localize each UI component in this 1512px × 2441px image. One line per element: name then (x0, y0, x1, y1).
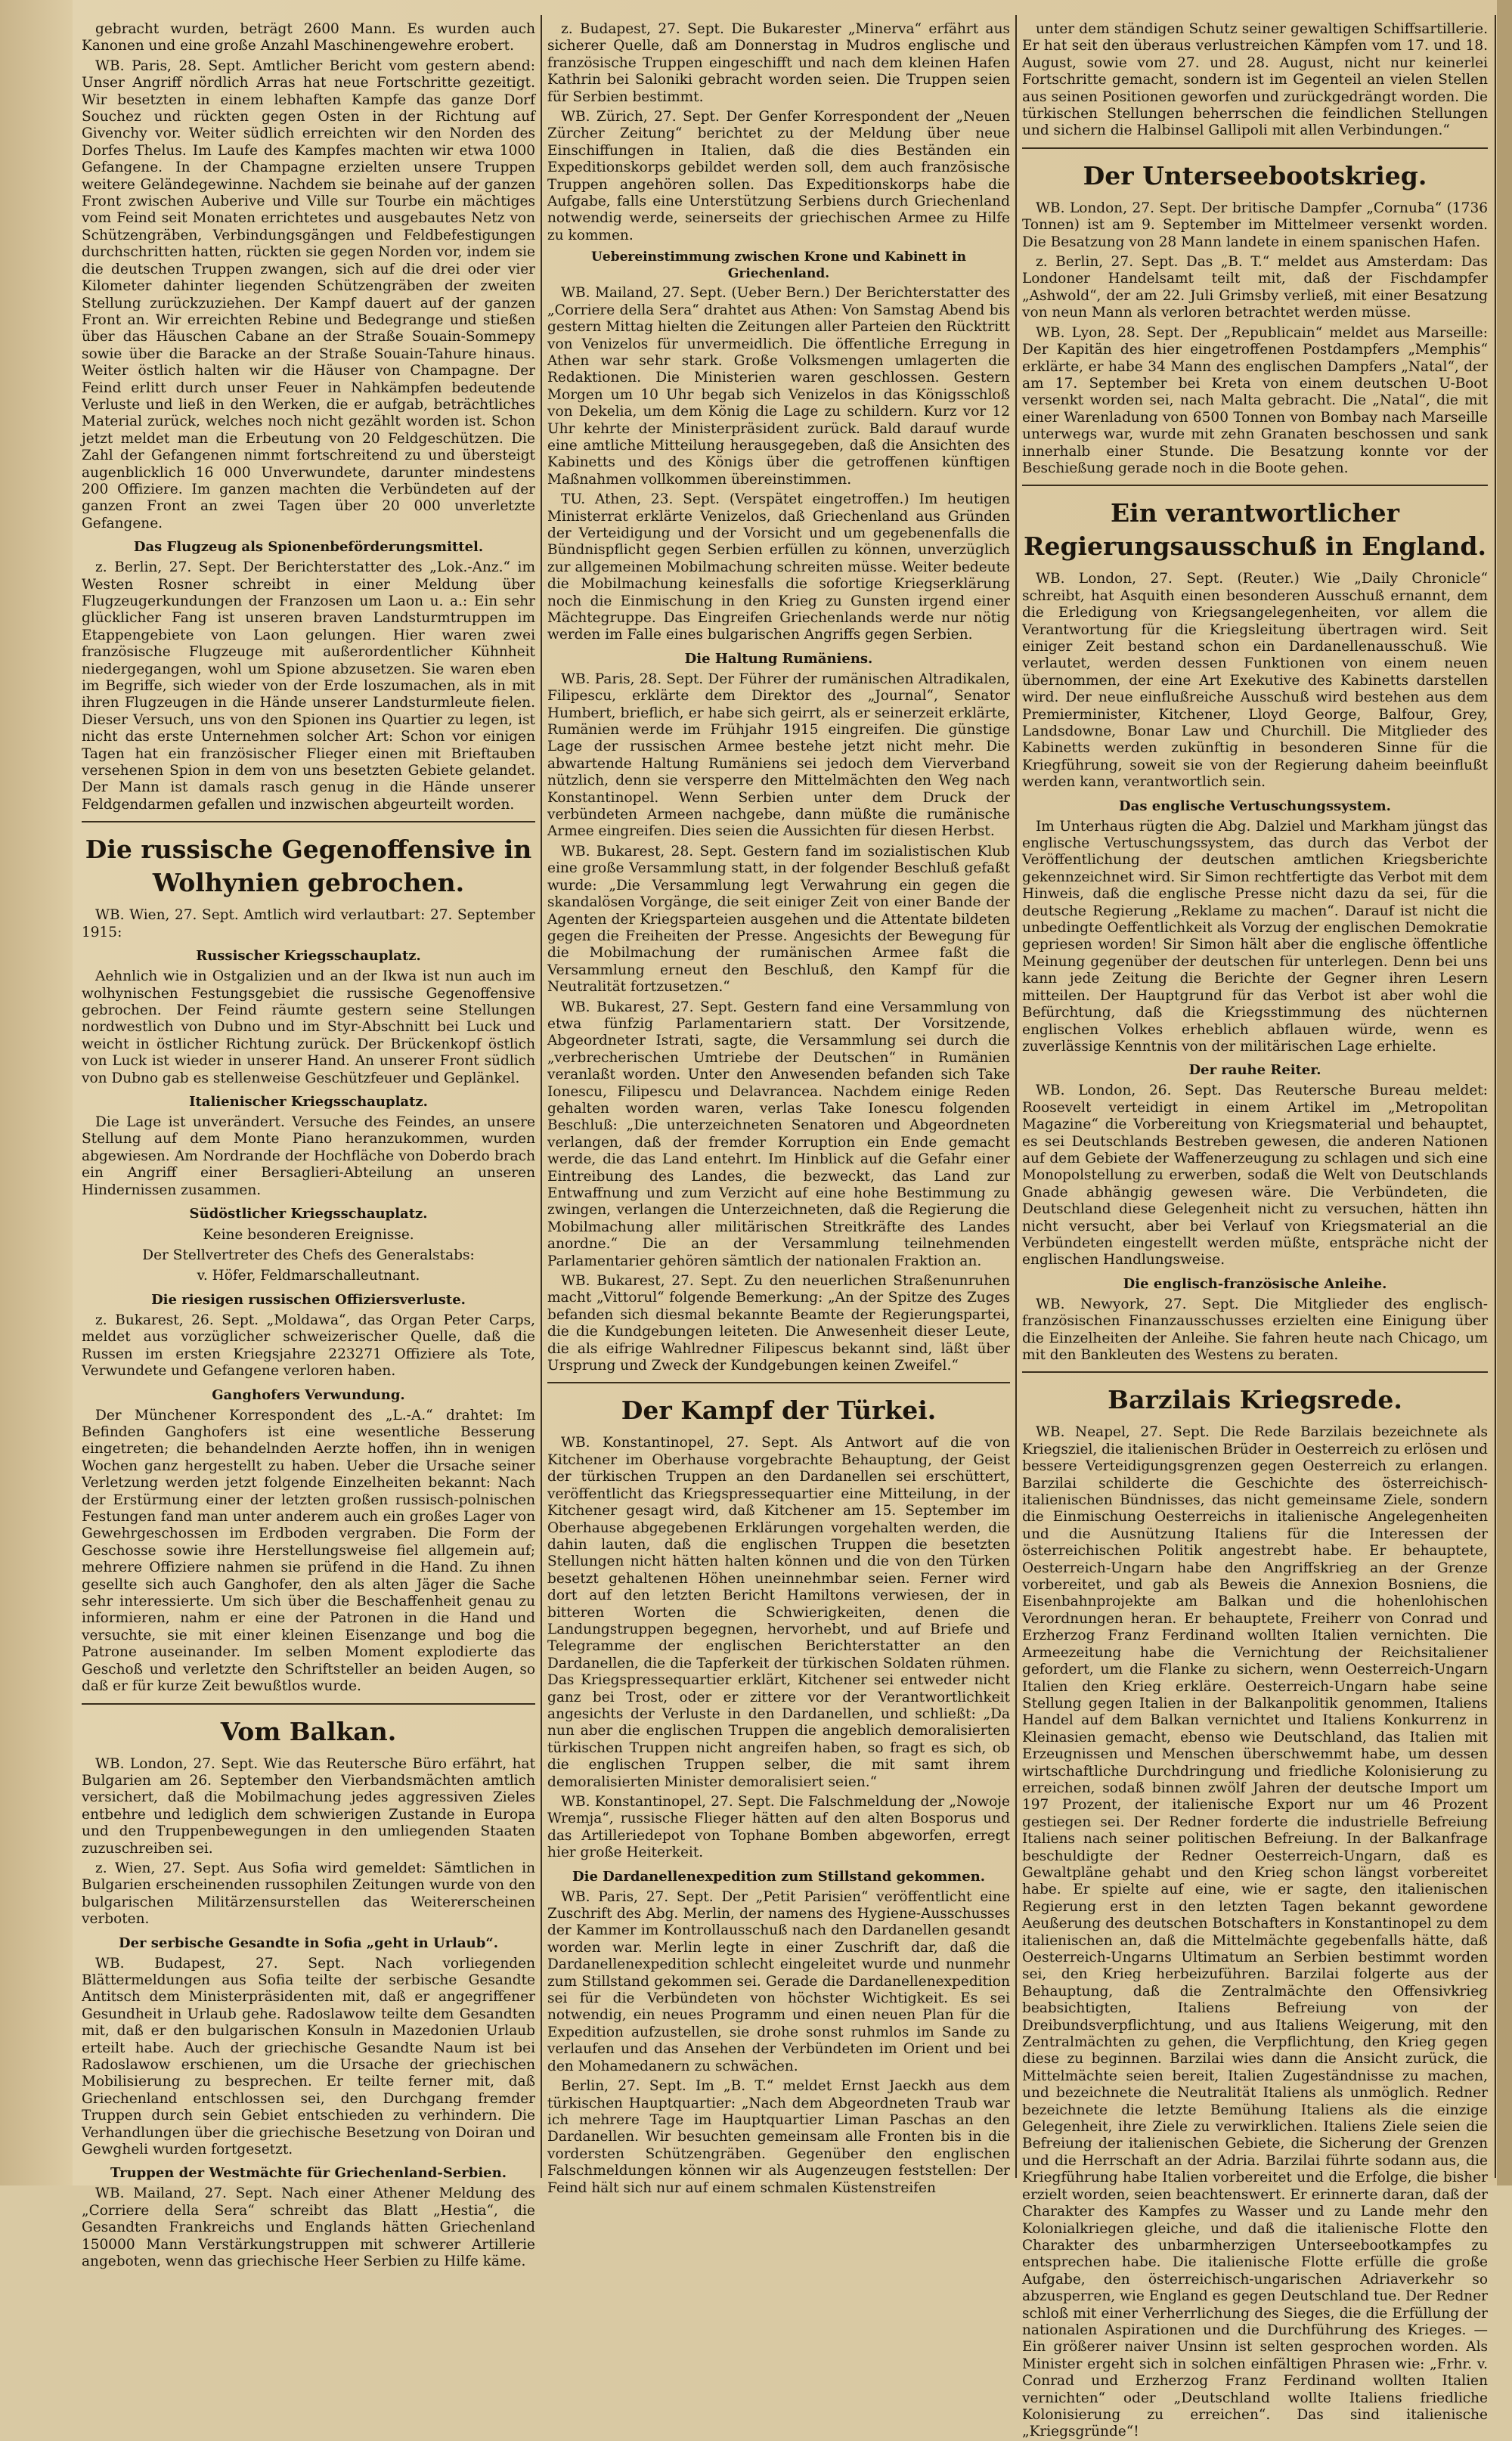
article-paragraph: WB. Budapest, 27. Sept. Nach vorliegenden Blättermeldungen aus Sofia teilte der serbische Gesandte Antitsch dem Ministerpräsidenten mit, daß er angegriffener Gesundheit in Urlaub gehe. Radoslawow teilte dem Gesandten mit, daß er den bulgarischen Konsuln in Mazedonien Urlaub erteilt habe. Auch der griechische Gesandte Naum ist bei Radoslawow erschienen, um die Ursache der griechischen Mobilisierung zu besprechen. Er teilte ferner mit, daß Griechenland entschlossen sei, den Durchgang fremder Truppen durch sein Gebiet entschieden zu verhindern. Die Verhandlungen über die griechische Besetzung von Doiran und Gewgheli wurden fortgesetzt. (82, 1955, 535, 2158)
column-rule (541, 15, 542, 2178)
article-paragraph: WB. Konstantinopel, 27. Sept. Die Falschmeldung der „Nowoje Wremja“, russische Flieger hätten auf den alten Bosporus und das Artilleriedepot von Tophane Bomben abgeworfen, erregt hier große Heiterkeit. (547, 1794, 1010, 1861)
separator (82, 821, 535, 822)
subheading: Russischer Kriegsschauplatz. (196, 948, 421, 965)
subheading: Die englisch-französische Anleihe. (1123, 1275, 1387, 1292)
column-rule (1495, 15, 1496, 2178)
article-paragraph: Berlin, 27. Sept. Im „B. T.“ meldet Ernst Jaeckh aus dem türkischen Hauptquartier: „Nach dem Abgeordneten Traub war ich mehrere Tage im Hauptquartier Liman Paschas an den Dardanellen. Wir besuchten gemeinsam alle Fronten bis in die vordersten Schützengräben. Gegenüber den englischen Falschmeldungen können wir als Augenzeugen feststellen: Der Feind hält sich nur auf einem schmalen Küstenstreifen (547, 2078, 1010, 2196)
article-paragraph: WB. Mailand, 27. Sept. Nach einer Athener Meldung des „Corriere della Sera“ schreibt das Blatt „Hestia“, die Gesandten Frankreichs und Englands hätten Griechenland 150000 Mann Verstärkungstruppen mit schwerer Artillerie angeboten, wenn das griechische Heer Serbien zu Hilfe käme. (82, 2185, 535, 2270)
article-paragraph: unter dem ständigen Schutz seiner gewaltigen Schiffsartillerie. Er hat seit den überaus verlustreichen Kämpfen vom 17. und 18. August, sowie vom 27. und 28. August, nicht nur keinerlei Fortschritte gemacht, sondern ist im Gegenteil an vielen Stellen aus seinen Positionen geworfen und zurückgedrängt worden. Die türkischen Stellungen beherrschen die feindlichen Stellungen und sichern die Halbinsel Gallipoli mit allen Verbindungen.“ (1022, 21, 1488, 139)
subheading: Die Dardanellenexpedition zum Stillstand gekommen. (572, 1868, 985, 1885)
article-paragraph: WB. Paris, 28. Sept. Amtlicher Bericht vom gestern abend: Unser Angriff nördlich Arras hat neue Fortschritte gezeitigt. Wir besetzten in einem lebhaften Kampfe das ganze Dorf Souchez und rückten gegen Osten in der Richtung auf Givenchy vor. Weiter südlich erreichten wir den Norden des Dorfes Thelus. Im Laufe des Kampfes machten wir etwa 1000 Gefangene. In der Champagne erzielten unsere Truppen weitere Geländegewinne. Nachdem sie beinahe auf der ganzen Front zwischen Auberive und Ville sur Tourbe ein mächtiges vom Feind seit Monaten errichtetes und ausgebautes Netz von Schützengräben, Verbindungsgängen und Feldbefestigungen durchschritten hatten, rückten sie gegen Norden vor, indem sie die deutschen Truppen zwangen, sich auf die drei oder vier Kilometer dahinter liegenden Schützengräben der zweiten Stellung zurückzuziehen. Der Kampf dauert auf der ganzen Front an. Wir erreichten Rebine und Bedegrange und stießen über das Häuschen Cabane an der Straße Souain-Sommepy sowie über die Baracke an der Straße Souain-Tahure hinaus. Weiter östlich halten wir die Häuser von Champagne. Der Feind erlitt durch unser Feuer in Nahkämpfen bedeutende Verluste und ließ in den Werken, die er aufgab, beträchtliches Material zurück, welches noch nicht gezählt worden ist. Schon jetzt meldet man die Erbeutung von 20 Feldgeschützen. Die Zahl der Gefangenen nimmt fortschreitend zu und übersteigt augenblicklich 16 000 Unverwundete, darunter mindestens 200 Offiziere. Im ganzen machten die Verbündeten auf der ganzen Front an zwei Tagen über 20 000 unverletzte Gefangene. (82, 57, 535, 531)
article-paragraph: WB. Lyon, 28. Sept. Der „Republicain“ meldet aus Marseille: Der Kapitän des hier eingetroffenen Postdampfers „Memphis“ erklärte, er habe 34 Mann des englischen Dampfers „Natal“, der am 17. September bei Kreta von einem deutschen U-Boot versenkt worden sei, nach Malta gebracht. Die „Natal“, die mit einer Warenladung von 6500 Tonnen von Bombay nach Marseille unterwegs war, wurde mit zehn Granaten beschossen und sank innerhalb einer Stunde. Die Besatzung konnte vor der Beschießung gerade noch in die Boote gehen. (1022, 324, 1488, 476)
subheading: Der serbische Gesandte in Sofia „geht in Urlaub“. (119, 1935, 498, 1951)
separator (547, 1382, 1010, 1383)
subheading: Uebereinstimmung zwischen Krone und Kabinett in Griechenland. (591, 249, 966, 282)
article-paragraph: WB. Zürich, 27. Sept. Der Genfer Korrespondent der „Neuen Zürcher Zeitung“ berichtet zu der Meldung über neue Einschiffungen in Italien, daß die dies Beständen ein Expeditionskorps gebildet werden soll, dem auch französische Truppen angehören sollen. Das Expeditionskorps habe die Aufgabe, falls eine Unterstützung Serbiens durch Griechenland notwendig werde, seinerseits der griechischen Armee zu Hilfe zu kommen. (547, 109, 1010, 243)
signature-line: v. Höfer, Feldmarschalleutnant. (197, 1267, 420, 1284)
report-line: Keine besonderen Ereignisse. (203, 1226, 414, 1243)
article-paragraph: z. Bukarest, 26. Sept. „Moldawa“, das Organ Peter Carps, meldet aus vorzüglicher schweizerischer Quelle, daß die Russen im ersten Kriegsjahre 223271 Offiziere als Tote, Verwundete und Gefangene verloren haben. (82, 1312, 535, 1380)
headline: Vom Balkan. (220, 1716, 397, 1746)
article-paragraph: WB. Newyork, 27. Sept. Die Mitglieder des englisch-französischen Finanzausschusses erzielten eine Einigung über die Einzelheiten der Anleihe. Sie fahren heute nach Chicago, um mit den Bankleuten des Westens zu beraten. (1022, 1296, 1488, 1363)
article-paragraph: gebracht wurden, beträgt 2600 Mann. Es wurden auch Kanonen und eine große Anzahl Maschinengewehre erobert. (82, 21, 535, 54)
article-paragraph: WB. Bukarest, 27. Sept. Gestern fand eine Versammlung von etwa fünfzig Parlamentariern statt. Der Vorsitzende, Abgeordneter Istrati, sagte, die Versammlung sei durch die „verbrecherischen Umtriebe der Deutschen“ in Rumänien veranlaßt worden. Unter den Anwesenden befanden sich Take Ionescu, Filipescu und Delavrancea. Nachdem einige Reden gehalten worden waren, verlas Take Ionescu folgenden Beschluß: „Die unterzeichneten Senatoren und Abgeordneten verlangen, daß der fremder Korruption ein Ende gemacht werde, die das Land entehrt. Im Hinblick auf die Gefahr einer Eintreibung des Landes, die bezweckt, das Land zur Entwaffnung und zum Verzicht auf eine hohe Bestimmung zu zwingen, verlangen die Unterzeichneten, daß die Regierung die Mobilmachung aller militärischen Streitkräfte des Landes anordne.“ Die an der Versammlung teilnehmenden Parlamentarier gehören sämtlich der nationalen Fraktion an. (547, 999, 1010, 1269)
binding-shadow (0, 0, 73, 2185)
article-paragraph: Aehnlich wie in Ostgalizien und an der Ikwa ist nun auch im wolhynischen Festungsgebiet die russische Gegenoffensive gebrochen. Der Feind räumte gestern seine Stellungen nordwestlich von Dubno und im Styr-Abschnitt bei Luck und weicht in östlicher Richtung zurück. Der Brückenkopf östlich von Luck ist wieder in unserer Hand. An unserer Front südlich von Dubno gab es stellenweise Geschützfeuer und Geplänkel. (82, 968, 535, 1086)
subheading: Das Flugzeug als Spionenbeförderungsmittel. (133, 539, 484, 556)
report-line: Der Stellvertreter des Chefs des Generalstabs: (142, 1247, 475, 1263)
article-paragraph: WB. Neapel, 27. Sept. Die Rede Barzilais bezeichnete als Kriegsziel, die italienischen Brüder in Oesterreich zu erlösen und bessere Verteidigungsgrenzen gegen Oesterreich zu erlangen. Barzilai schilderte die Geschichte des österreichisch-italienischen Bündnisses, das nicht gemeinsame Ziele, sondern die Einmischung Oesterreichs in italienische Angelegenheiten und die Ausnützung Italiens für die Interessen der österreichischen Politik angestrebt habe. Er behauptete, Oesterreich-Ungarn habe den Angriffskrieg an der Grenze vorbereitet, und gab als Beweis die Annexion Bosniens, die Eisenbahnprojekte am Balkan und die hohenlohischen Verordnungen heran. Er behauptete, Freiherr von Conrad und Erzherzog Franz Ferdinand wollten Italien vernichten. Die Armeezeitung habe die Vernichtung der Reichsitaliener gefordert, um die Flanke zu sichern, wenn Oesterreich-Ungarn Italien den Krieg erkläre. Oesterreich-Ungarn habe seine Stellung gegen Italien in der Balkanpolitik genommen, Italiens Handel auf dem Balkan vernichtet und Italiens Konkurrenz in Kleinasien gemacht, ebenso wie Deutschland, das Italien mit Erzeugnissen und Menschen überschwemmt habe, um dessen wirtschaftliche Durchdringung und friedliche Kolonisierung zu erreichen, sodaß binnen zwölf Jahren der deutsche Import um 197 Prozent, der italienische Export nur um 46 Prozent gestiegen sei. Der Redner forderte die industrielle Befreiung Italiens nach seiner politischen Befreiung. In der Balkanfrage beschuldigte der Redner Oesterreich-Ungarn, daß es Gewaltpläne gehabt und den Krieg schon längst vorbereitet habe. Er spielte auf eine, wie er sagte, den italienischen Regierung erst in den letzten Tagen bekannt gewordene Aeußerung des deutschen Botschafters in Konstantinopel zu dem italienischen an, daß die Mittelmächte gegebenfalls hätte, daß Oesterreich-Ungarns Ultimatum an Serbien bestimmt worden sei, den Krieg herbeizuführen. Barzilai folgerte aus der Behauptung, daß die Zentralmächte den Offensivkrieg beabsichtigten, Italiens Befreiung von der Dreibundsverpflichtung, und aus Italiens Weigerung, mit den Zentralmächten zu gehen, die Verpflichtung, den Krieg gegen diese zu beginnen. Barzilai wies dann die Ansicht zurück, die Mittelmächte seien bereit, Italien Zugeständnisse zu machen, und bezeichnete die Neutralität Italiens als unmöglich. Redner bezeichnete die letzte Bemühung Italiens als die einzige Gelegenheit, ihre Ziele zu verwirklichen. Italiens Ziele seien die Befreiung der italienischen Gebiete, die Sicherung der Grenzen und die Herrschaft an der Adria. Barzilai führte sodann aus, die Kriegführung habe Italien vorbereitet und die Erfolge, die bisher erzielt worden, seien beachtenswert. Er erinnerte daran, daß der Charakter des Kampfes zu Wasser und zu Lande mehr den Kolonialkriegen gleiche, und daß die italienische Flotte den Charakter des unbarmherzigen Unterseebootkampfes zu entsprechen habe. Die italienische Flotte erfülle die große Aufgabe, den österreichisch-ungarischen Adriaverkehr so abzusperren, wie England es gegen Deutschland tue. Der Redner schloß mit einer Verherrlichung des Sieges, die die Erfüllung der nationalen Aspirationen und die Durchführung des Krieges. — Ein größerer naiver Unsinn ist selten gesprochen worden. Als Minister ergeht sich in solchen einfältigen Phrasen wie: „Frhr. v. Conrad und Erzherzog Franz Ferdinand wollten Italien vernichten“ oder „Deutschland wollte Italiens friedliche Kolonisierung zu erreichen“. Das sind italienische „Kriegsgründe“! (1022, 1424, 1488, 2440)
article-paragraph: WB. London, 27. Sept. Der britische Dampfer „Cornuba“ (1736 Tonnen) ist am 9. September im Mittelmeer versenkt worden. Die Besatzung von 28 Mann landete in einem spanischen Hafen. (1022, 200, 1488, 250)
headline: Der Kampf der Türkei. (621, 1396, 937, 1426)
column-rule (1015, 15, 1017, 2178)
subheading: Die Haltung Rumäniens. (684, 650, 873, 667)
article-paragraph: Der Münchener Korrespondent des „L.-A.“ drahtet: Im Befinden Ganghofers ist eine wesentliche Besserung eingetreten; die behandelnden Aerzte hoffen, ihn in wenigen Wochen ganz hergestellt zu haben. Ueber die Ursache seiner Verletzung werden jetzt folgende Einzelheiten bekannt: Nach der Erstürmung einer der letzten großen russisch-polnischen Festungen fand man unter anderem auch ein großes Lager von Gewehrgeschossen im Erdboden vergraben. Die Form der Geschosse sowie ihre Herstellungsweise fiel allgemein auf; mehrere Offiziere nahmen sie prüfend in die Hand. Zu ihnen gesellte sich auch Ganghofer, den als alten Jäger die Sache sehr interessierte. Um sich über die Beschaffenheit genau zu informieren, nahm er eine der Patronen in die Hand und versuchte, sie mit einer kleinen Eisenzange und bog die Patrone auseinander. Im selben Moment explodierte das Geschoß und verletzte den Schriftsteller an beiden Augen, so daß er für kurze Zeit bewußtlos wurde. (82, 1407, 535, 1695)
separator (1022, 485, 1488, 486)
column-1 (82, 21, 535, 2270)
headline: Der Unterseebootskrieg. (1083, 160, 1427, 191)
headline: Ein verantwortlicher Regierungsausschuß in England. (1024, 498, 1486, 562)
subheading: Ganghofers Verwundung. (212, 1386, 405, 1403)
subheading: Italienischer Kriegsschauplatz. (189, 1093, 428, 1110)
article-paragraph: WB. Paris, 28. Sept. Der Führer der rumänischen Altradikalen, Filipescu, erklärte dem Direktor des „Journal“, Senator Humbert, brieflich, er habe sich geirrt, als er seinerzeit erklärte, Rumänien werde im Frühjahr 1915 eingreifen. Die günstige Lage der russischen Armee bestehe jetzt nicht mehr. Die abwartende Haltung Rumäniens sei jedoch dem Vierverband nützlich, denn sie versperre den Mittelmächten den Weg nach Konstantinopel. Wenn Serbien unter dem Druck der verbündeten Armeen nachgebe, dann müßte die rumänische Armee eingreifen. Dies seien die Aussichten für diesen Herbst. (547, 671, 1010, 840)
article-paragraph: WB. Mailand, 27. Sept. (Ueber Bern.) Der Berichterstatter des „Corriere della Sera“ drahtet aus Athen: Von Samstag Abend bis gestern Mittag hielten die Zeitungen aller Parteien den Rücktritt von Venizelos für unvermeidlich. Die öffentliche Erregung in Athen war sehr stark. Große Volksmengen umlagerten die Redaktionen. Die Ministerien waren geschlossen. Gestern Morgen um 10 Uhr begab sich Venizelos in das Königsschloß von Dekelia, um dem König die Lage zu schildern. Kurz vor 12 Uhr kehrte der Ministerpräsident zurück. Bald darauf wurde eine amtliche Mitteilung herausgegeben, daß die Ansichten des Kabinetts und des Königs über die getroffenen künftigen Maßnahmen vollkommen übereinstimmen. (547, 285, 1010, 488)
page-edge (1497, 0, 1512, 2185)
subheading: Südöstlicher Kriegsschauplatz. (189, 1205, 428, 1222)
article-paragraph: WB. London, 27. Sept. (Reuter.) Wie „Daily Chronicle“ schreibt, hat Asquith einen besonderen Ausschuß ernannt, dem die Erledigung von Kriegsangelegenheiten, vor allem die Verantwortung für die Kriegsleitung übertragen wird. Seit einiger Zeit bestand schon ein Dardanellenausschuß. Wie verlautet, werden dessen Funktionen von einem neuen übernommen, der eine Art Exekutive des Kabinetts darstellen wird. Der neue einflußreiche Ausschuß wird bestehen aus dem Premierminister, Kitchener, Lloyd George, Balfour, Grey, Landsdowne, Bonar Law und Churchill. Die Mitglieder des Kabinetts werden zukünftig in besonderen Sinne für die Kriegführung, soweit sie von der Regierung daheim beeinflußt werden kann, verantwortlich sein. (1022, 571, 1488, 791)
subheading: Das englische Vertuschungssystem. (1119, 798, 1391, 814)
headline: Barzilais Kriegsrede. (1108, 1385, 1402, 1415)
separator (1022, 1371, 1488, 1373)
article-paragraph: WB. London, 26. Sept. Das Reutersche Bureau meldet: Roosevelt verteidigt in einem Artikel im „Metropolitan Magazine“ die Vorbereitung von Kriegsmaterial und behauptet, es sei Deutschlands Bestreben gewesen, die anderen Nationen auf dem Gebiete der Waffenerzeugung zu schlagen und sich eine Monopolstellung zu erwerben, sodaß die Welt von Deutschlands Gnade abhängig gewesen wäre. Die Verbündeten, die Deutschland diese Gelegenheit nicht zu versuchen, hätten ihn nicht versucht, aber bei Verlauf von Kriegsmaterial an die Verbündeten eingestellt werden müßte, entspräche nicht der englischen Handlungsweise. (1022, 1083, 1488, 1269)
article-paragraph: WB. Wien, 27. Sept. Amtlich wird verlautbart: 27. September 1915: (82, 907, 535, 940)
article-paragraph: WB. Bukarest, 27. Sept. Zu den neuerlichen Straßenunruhen macht „Vittorul“ folgende Bemerkung: „An der Spitze des Zuges befanden sich diesmal bekannte Beamte der Regierungspartei, die die Kundgebungen leiteten. Die Anwesenheit dieser Leute, die als eifrige Wahlredner Filipescus bekannt sind, läßt über Ursprung und Zweck der Kundgebungen keinen Zweifel.“ (547, 1273, 1010, 1374)
article-paragraph: WB. London, 27. Sept. Wie das Reutersche Büro erfährt, hat Bulgarien am 26. September den Vierbandsmächten amtlich versichert, daß die Mobilmachung jedes aggressiven Zieles entbehre und lediglich dem schwierigen Zustande in Europa und den Truppenbewegungen in den umliegenden Staaten zuzuschreiben sei. (82, 1755, 535, 1857)
article-paragraph: WB. Konstantinopel, 27. Sept. Als Antwort auf die von Kitchener im Oberhause vorgebrachte Behauptung, der Geist der türkischen Truppen an den Dardanellen sei erschüttert, veröffentlicht das Kriegspressequartier eine Mitteilung, in der Kitchener gesagt wird, daß Kitchener am 15. September im Oberhause abgegebenen Erklärungen vorgehalten werden, die dahin lauten, daß die englischen Truppen die besetzten Stellungen nicht hätten halten können und die von den Türken besetzt gehaltenen Höhen uneinnehmbar seien. Ferner wird dort auf den letzten Bericht Hamiltons verwiesen, der in bitteren Worten die Schwierigkeiten, denen die Landungstruppen begegnen, hervorhebt, und auf Briefe und Telegramme der englischen Berichterstatter an den Dardanellen, die die Tapferkeit der türkischen Soldaten rühmen. Das Kriegspressequartier erklärt, Kitchener sei entweder nicht ganz bei Trost, oder er zittere vor der Verantwortlichkeit angesichts der Verluste in den Dardanellen, und schließt: „Da nun aber die englischen Truppen die angeblich demoralisierten türkischen Truppen nicht angreifen haben, so fragt es sich, ob die englischen Truppen selber, die mit samt ihrem demoralisierten Minister demoralisiert seien.“ (547, 1435, 1010, 1790)
subheading: Die riesigen russischen Offiziersverluste. (151, 1291, 466, 1308)
column-3 (1022, 21, 1488, 2440)
article-paragraph: WB. Paris, 27. Sept. Der „Petit Parisien“ veröffentlicht eine Zuschrift des Abg. Merlin, der namens des Hygiene-Ausschusses der Kammer im Kontrollausschuß nach den Dardanellen gesandt worden war. Merlin legte in einer Zuschrift dar, daß die Dardanellenexpedition schlecht eingeleitet wurde und nunmehr zum Stillstand gekommen sei. Gerade die Dardanellenexpedition sei für die Verbündeten von höchster Wichtigkeit. Es sei notwendig, ein neues Programm und einen neuen Plan für die Expedition aufzustellen, sie drohe sonst ruhmlos im Sande zu verlaufen und das Ansehen der Verbündeten im Orient und bei den Mohamedanern zu schwächen. (547, 1888, 1010, 2074)
separator (82, 1703, 535, 1705)
subheading: Truppen der Westmächte für Griechenland-Serbien. (110, 2165, 507, 2182)
article-paragraph: Im Unterhaus rügten die Abg. Dalziel und Markham jüngst das englische Vertuschungssystem, das durch das Verbot der Veröffentlichung der deutschen amtlichen Kriegsberichte gekennzeichnet wird. Sir Simon rechtfertigte das Verbot mit dem Hinweis, daß die englische Presse nicht dazu da sei, für die deutsche Regierung „Reklame zu machen“. Darauf ist nicht die unbedingte Oeffentlichkeit als Vorzug der englischen Demokratie gepriesen worden! Sir Simon hält aber die englische öffentliche Meinung gegenüber der deutschen für unterlegen. Denn bei uns kann jede Zeitung die Berichte der Gegner ihren Lesern mitteilen. Der Hauptgrund für das Verbot ist aber wohl die Befürchtung, daß die Kriegsstimmung des nüchternen englischen Volkes erheblich abflauen würde, wenn es zuverlässige Kenntnis von der militärischen Lage erhielte. (1022, 818, 1488, 1055)
article-paragraph: z. Berlin, 27. Sept. Das „B. T.“ meldet aus Amsterdam: Das Londoner Handelsamt teilt mit, daß der Fischdampfer „Ashwold“, der am 22. Juli Grimsby verließ, mit einer Besatzung von neun Mann als verloren betrachtet werden müsse. (1022, 254, 1488, 321)
article-paragraph: WB. Bukarest, 28. Sept. Gestern fand im sozialistischen Klub eine große Versammlung statt, in der folgender Beschluß gefaßt wurde: „Die Versammlung legt Verwahrung ein gegen die skandalösen Vorgänge, die seit einiger Zeit von einer Bande der Agenten der Kriegsparteien ausgehen und die Attentate bildeten gegen die Freiheiten der Presse. Angesichts der Bewegung für die Mobilmachung der rumänischen Armee faßt die Versammlung erneut den Beschluß, den Kampf für die Neutralität fortzusetzen.“ (547, 843, 1010, 996)
headline: Die russische Gegenoffensive in Wolhynien gebrochen. (85, 835, 532, 898)
column-2 (547, 21, 1010, 2196)
subheading: Der rauhe Reiter. (1188, 1062, 1321, 1079)
separator (1022, 147, 1488, 149)
article-paragraph: Die Lage ist unverändert. Versuche des Feindes, an unsere Stellung auf dem Monte Piano heranzukommen, wurden abgewiesen. Am Nordrande der Hochfläche von Doberdo brach ein Angriff einer Bersaglieri-Abteilung an unseren Hindernissen zusammen. (82, 1114, 535, 1198)
article-paragraph: z. Budapest, 27. Sept. Die Bukarester „Minerva“ erfährt aus sicherer Quelle, daß am Donnerstag in Mudros englische und französische Truppen eingeschifft und nach dem kleinen Hafen Kathrin bei Saloniki gebracht worden seien. Die Truppen seien für Serbien bestimmt. (547, 21, 1010, 105)
article-paragraph: z. Wien, 27. Sept. Aus Sofia wird gemeldet: Sämtlichen in Bulgarien erscheinenden russophilen Zeitungen wurde von den bulgarischen Militärzensurstellen das Weitererscheinen verboten. (82, 1860, 535, 1928)
article-paragraph: TU. Athen, 23. Sept. (Verspätet eingetroffen.) Im heutigen Ministerrat erklärte Venizelos, daß Griechenland aus Gründen der Verteidigung und der Vorsicht und um gegebenenfalls die Bündnispflicht gegen Serbien erfüllen zu können, unverzüglich zur allgemeinen Mobilmachung schreiten müsse. Weiter bedeute die Mobilmachung keinesfalls die sofortige Kriegserklärung noch die Einmischung in den Krieg zu Gunsten irgend einer Mächtegruppe. Das Eingreifen Griechenlands werde nur nötig werden im Falle eines bulgarischen Angriffs gegen Serbien. (547, 491, 1010, 643)
article-paragraph: z. Berlin, 27. Sept. Der Berichterstatter des „Lok.-Anz.“ im Westen Rosner schreibt in einer Meldung über Flugzeugerkundungen der Franzosen um Laon u. a.: Ein sehr glücklicher Fang ist unseren braven Landsturmtruppen im Etappengebiete von Laon gelungen. Hier waren zwei französische Flugzeuge mit außerordentlicher Kühnheit niedergegangen, wohl um Spione abzusetzen. Sie waren eben im Begriffe, sich wieder von der Erde loszumachen, als in mit ihren Flugzeugen in die Hände unserer Landsturmleute fielen. Dieser Versuch, uns von den Spionen ins Quartier zu legen, ist nicht das erste Unternehmen solcher Art: Schon vor einigen Tagen hat ein französischer Flieger einen mit Brieftauben versehenen Spion in dem von uns besetzten Gebiete gelandet. Der Mann ist damals rasch genug in die Hände unserer Feldgendarmen gefallen und inzwischen abgeurteilt worden. (82, 559, 535, 813)
